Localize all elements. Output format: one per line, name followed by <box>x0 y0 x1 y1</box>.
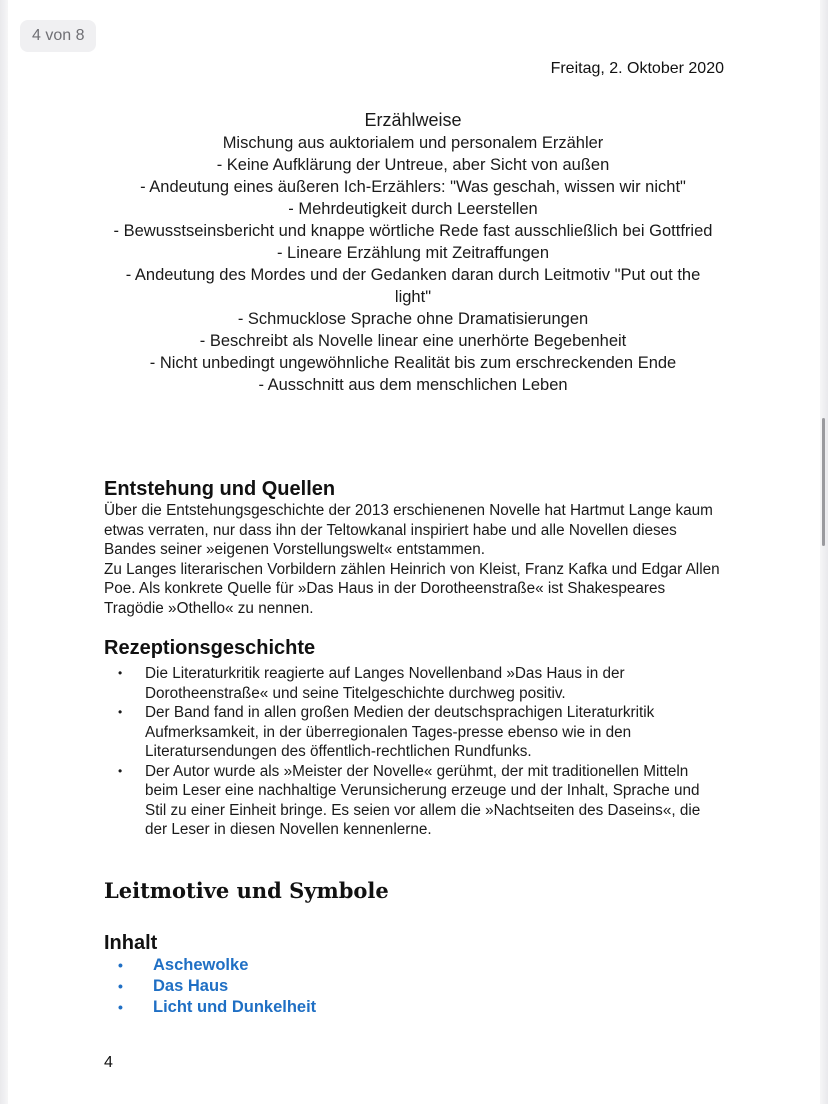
list-item <box>104 762 724 840</box>
entstehung-section <box>104 477 724 618</box>
erzaehlweise-line: - Mehrdeutigkeit durch Leerstellen <box>288 200 538 218</box>
list-item-text: Der Band fand in allen großen Medien der deutschsprachigen Literaturkritik Aufmerksamkeit, in der überregionalen Tages-presse ebenso wie in den Literatursendungen des öffentlich-rechtlichen Rundfunks. <box>145 704 655 760</box>
bullet-icon: • <box>118 978 123 994</box>
entstehung-heading: Entstehung und Quellen <box>104 478 336 500</box>
erzaehlweise-line: - Andeutung des Mordes und der Gedanken daran durch Leitmotiv "Put out the light" <box>125 266 701 306</box>
list-item <box>104 664 724 703</box>
scrollbar-thumb[interactable] <box>822 418 825 546</box>
rezeption-heading: Rezeptionsgeschichte <box>104 637 316 659</box>
erzaehlweise-line: Mischung aus auktorialem und personalem Erzähler <box>222 134 604 152</box>
page-number: 4 <box>104 1054 113 1071</box>
erzaehlweise-line: - Andeutung eines äußeren Ich-Erzählers: "Was geschah, wissen wir nicht" <box>140 178 686 196</box>
document-date: Freitag, 2. Oktober 2020 <box>550 60 724 77</box>
bullet-icon: • <box>118 763 123 778</box>
leitmotive-heading: Leitmotive und Symbole <box>104 878 389 903</box>
link-licht-und-dunkelheit[interactable]: Licht und Dunkelheit <box>153 998 317 1016</box>
erzaehlweise-line: - Bewusstseinsbericht und knappe wörtliche Rede fast ausschließlich bei Gottfried <box>113 222 713 240</box>
bullet-icon: • <box>118 705 123 719</box>
erzaehlweise-section <box>110 108 716 396</box>
erzaehlweise-line: - Beschreibt als Novelle linear eine unerhörte Begebenheit <box>199 332 627 350</box>
rezeption-list <box>104 664 724 840</box>
list-item[interactable] <box>104 976 724 997</box>
bullet-icon: • <box>118 957 123 973</box>
inhalt-link-list <box>104 955 724 1018</box>
page-indicator-badge: 4 von 8 <box>20 20 96 52</box>
page-frame-right <box>820 0 828 1104</box>
bullet-icon: • <box>118 666 123 680</box>
list-item[interactable] <box>104 955 724 976</box>
erzaehlweise-line: - Ausschnitt aus dem menschlichen Leben <box>258 376 568 394</box>
page-frame-left <box>0 0 8 1104</box>
erzaehlweise-line: - Schmucklose Sprache ohne Dramatisierungen <box>237 310 589 328</box>
inhalt-section <box>104 931 724 1018</box>
list-item-text: Die Literaturkritik reagierte auf Langes Novellenband »Das Haus in der Dorotheenstraße« und seine Titelgeschichte durchweg positiv. <box>145 665 625 702</box>
link-aschewolke[interactable]: Aschewolke <box>153 956 249 974</box>
list-item[interactable] <box>104 997 724 1018</box>
erzaehlweise-line: - Keine Aufklärung der Untreue, aber Sicht von außen <box>216 156 610 174</box>
bullet-icon: • <box>118 999 123 1015</box>
inhalt-heading: Inhalt <box>104 932 158 954</box>
rezeption-section <box>104 636 724 840</box>
entstehung-paragraph-1: Über die Entstehungsgeschichte der 2013 erschienenen Novelle hat Hartmut Lange kaum etwas verraten, nur dass ihn der Teltowkanal inspiriert habe und alle Novellen dieses Bandes seiner »eigenen Vorstellungswelt« entstammen. <box>104 502 713 558</box>
erzaehlweise-heading: Erzählweise <box>364 110 462 130</box>
entstehung-paragraph-2: Zu Langes literarischen Vorbildern zählen Heinrich von Kleist, Franz Kafka und Edgar Allen Poe. Als konkrete Quelle für »Das Haus in der Dorotheenstraße« ist Shakespeares Tragödie »Othello« zu nennen. <box>104 560 720 617</box>
erzaehlweise-line: - Nicht unbedingt ungewöhnliche Realität bis zum erschreckenden Ende <box>149 354 677 372</box>
erzaehlweise-line: - Lineare Erzählung mit Zeitraffungen <box>276 244 550 262</box>
list-item-text: Der Autor wurde als »Meister der Novelle« gerühmt, der mit traditionellen Mitteln beim Leser eine nachhaltige Verunsicherung erzeuge und der Inhalt, Sprache und Stil zu einer Einheit bringe. Es seien vor allem die »Nachtseiten des Daseins«, die der Leser in diesen Novellen kennenlerne. <box>145 762 701 838</box>
link-das-haus[interactable]: Das Haus <box>153 977 229 995</box>
list-item <box>104 703 724 762</box>
